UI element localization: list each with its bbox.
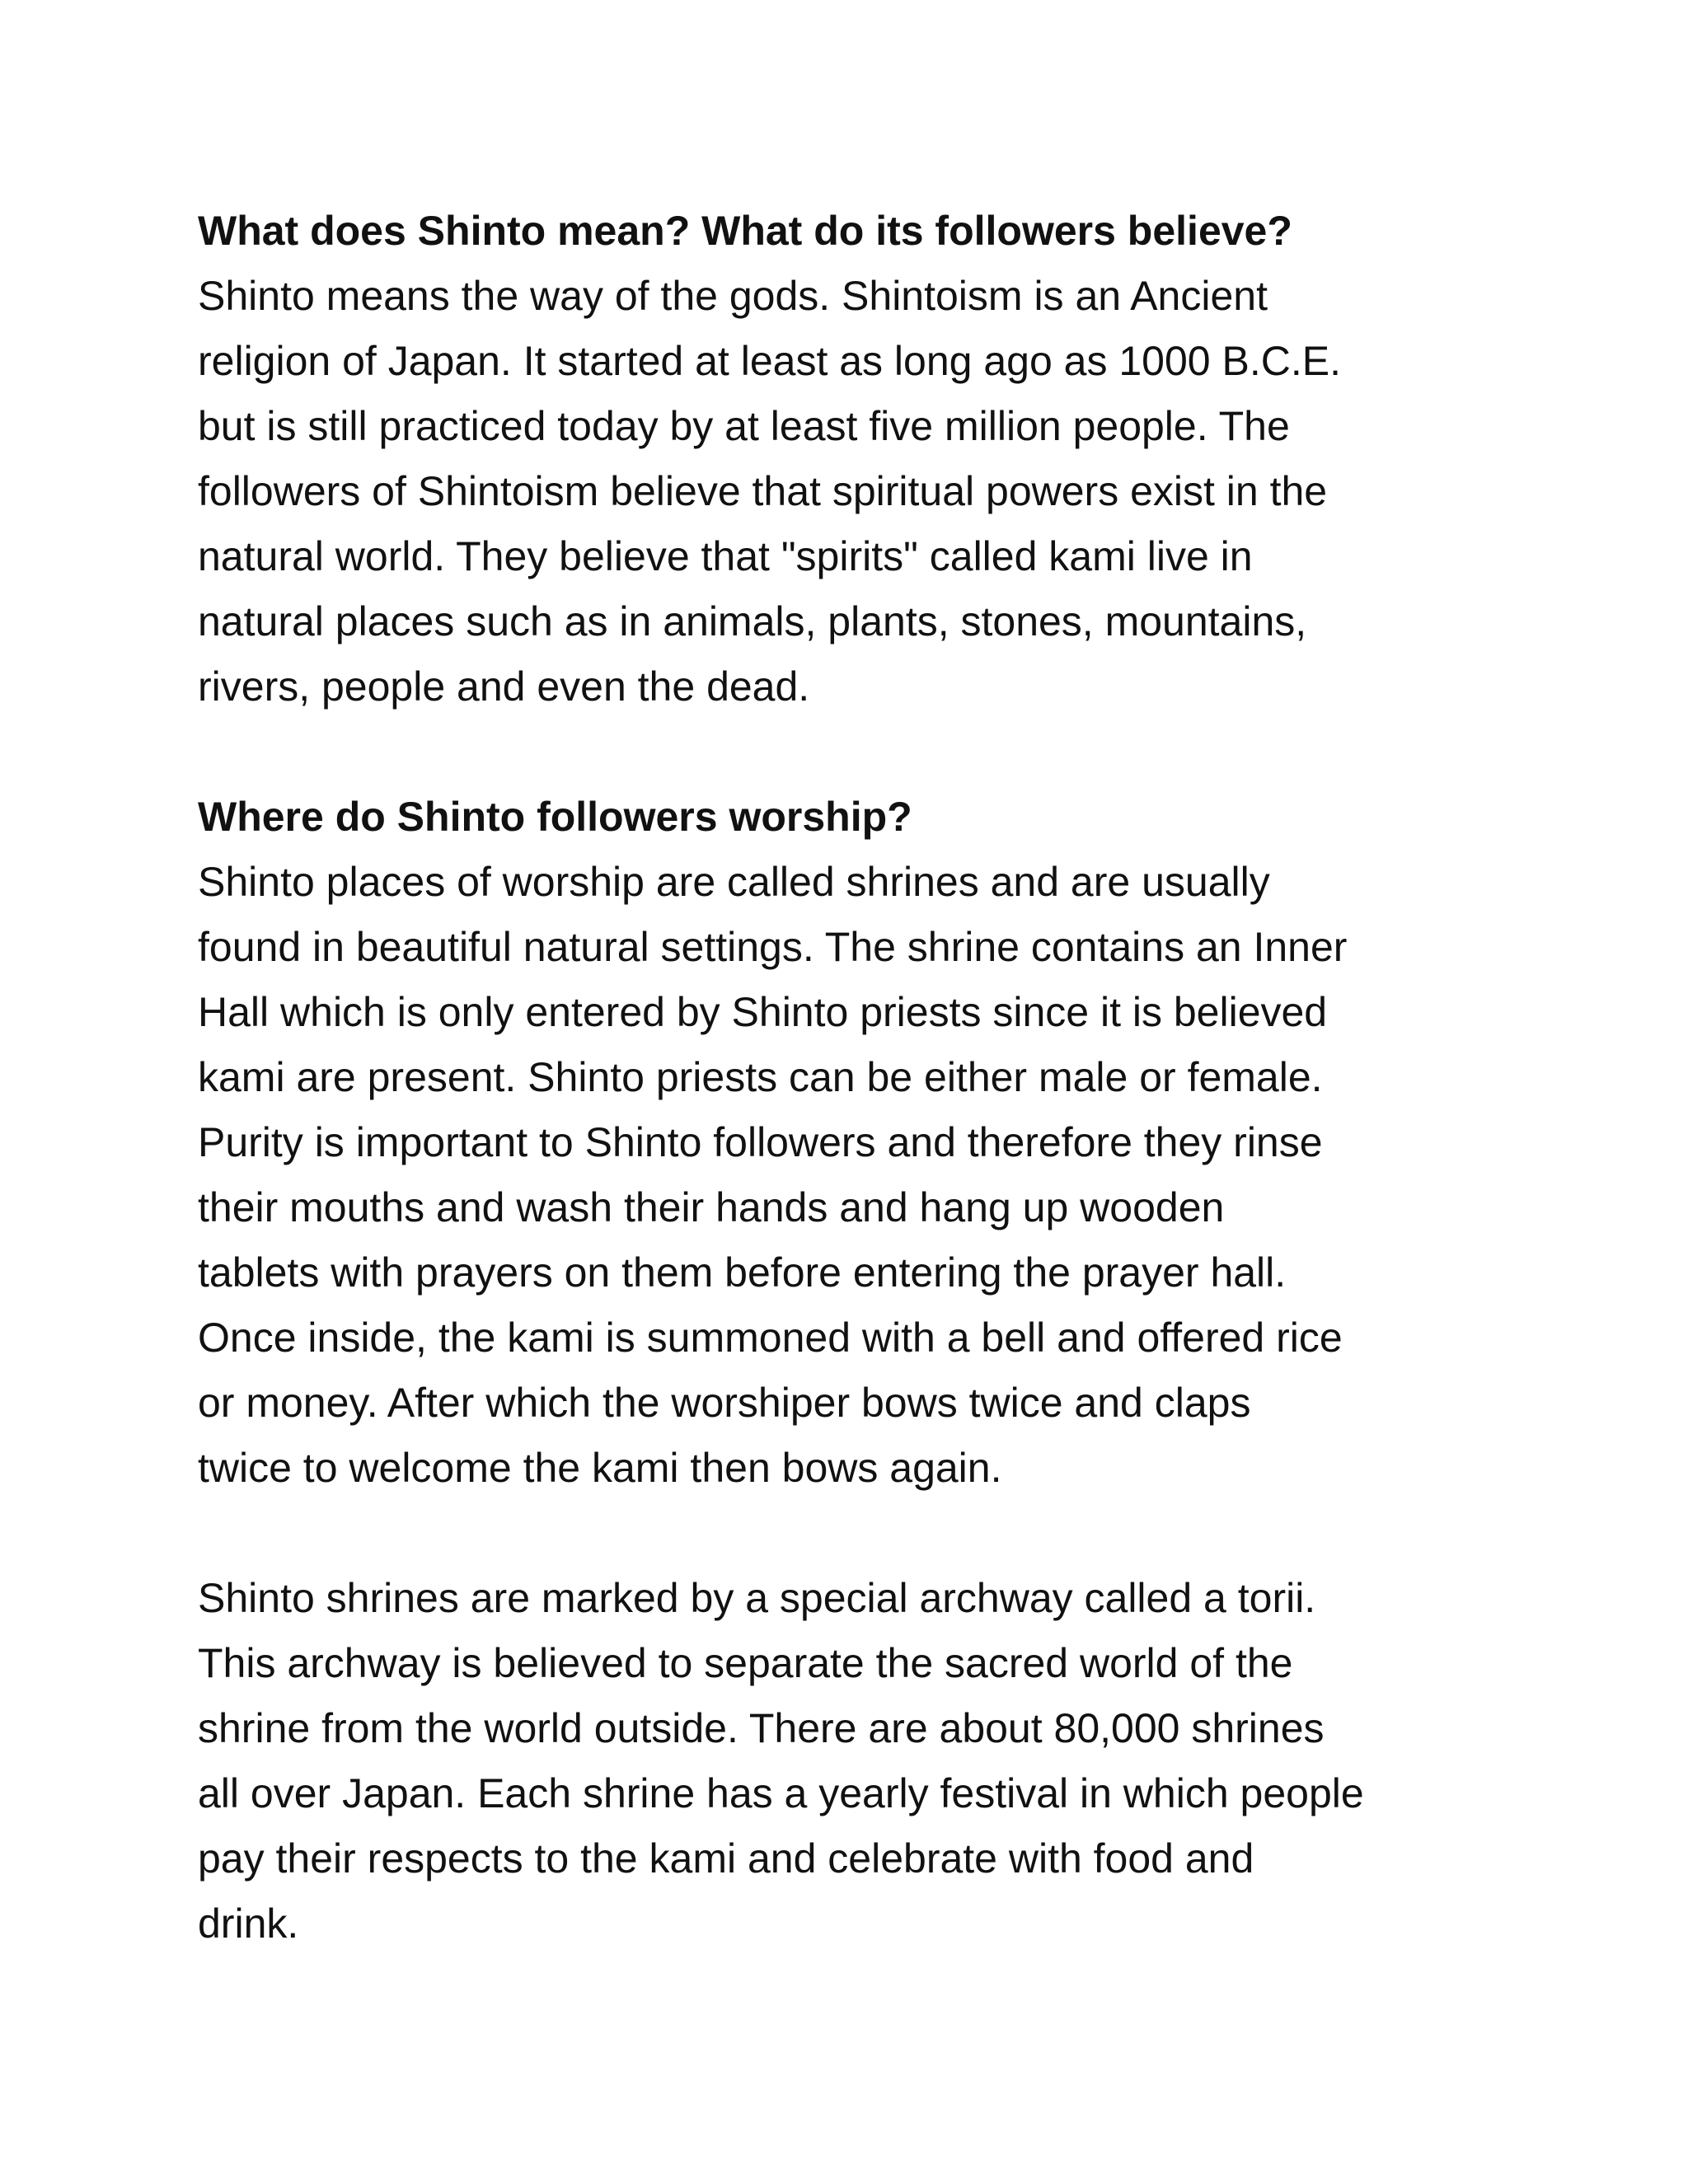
paragraph-line: Shinto shrines are marked by a special archway called a torii. xyxy=(198,1575,1316,1621)
paragraph-line: or money. After which the worshiper bows twice and claps xyxy=(198,1380,1251,1426)
paragraph-line: drink. xyxy=(198,1900,299,1947)
paragraph-line: twice to welcome the kami then bows again. xyxy=(198,1445,1002,1491)
paragraph-line: followers of Shintoism believe that spiritual powers exist in the xyxy=(198,468,1328,514)
paragraph-spacer xyxy=(198,719,1517,785)
paragraph-line: all over Japan. Each shrine has a yearly festival in which people xyxy=(198,1770,1364,1816)
paragraph-line: Hall which is only entered by Shinto priests since it is believed xyxy=(198,989,1328,1035)
paragraph-line: but is still practiced today by at least five million people. The xyxy=(198,403,1290,449)
paragraph-spacer xyxy=(198,1501,1517,1566)
document-body xyxy=(198,199,1517,1957)
paragraph-line: natural places such as in animals, plants, stones, mountains, xyxy=(198,598,1307,644)
paragraph-line: their mouths and wash their hands and hang up wooden xyxy=(198,1184,1225,1230)
paragraph-line: shrine from the world outside. There are about 80,000 shrines xyxy=(198,1705,1325,1751)
paragraph-line: Shinto places of worship are called shrines and are usually xyxy=(198,859,1270,905)
paragraph-line: This archway is believed to separate the sacred world of the xyxy=(198,1640,1293,1686)
section-heading-worship: Where do Shinto followers worship? xyxy=(198,794,912,840)
paragraph-line: Purity is important to Shinto followers and therefore they rinse xyxy=(198,1119,1323,1165)
paragraph-line: religion of Japan. It started at least as long ago as 1000 B.C.E. xyxy=(198,338,1341,384)
paragraph-line: natural world. They believe that "spirits" called kami live in xyxy=(198,533,1253,579)
paragraph-line: Once inside, the kami is summoned with a bell and offered rice xyxy=(198,1315,1343,1361)
paragraph-line: tablets with prayers on them before entering the prayer hall. xyxy=(198,1249,1287,1296)
paragraph-line: rivers, people and even the dead. xyxy=(198,663,810,710)
paragraph-line: kami are present. Shinto priests can be either male or female. xyxy=(198,1054,1323,1100)
paragraph-line: Shinto means the way of the gods. Shintoism is an Ancient xyxy=(198,273,1268,319)
paragraph-line: pay their respects to the kami and celebrate with food and xyxy=(198,1835,1254,1882)
section-heading-meaning: What does Shinto mean? What do its followers believe? xyxy=(198,208,1292,254)
paragraph-line: found in beautiful natural settings. The shrine contains an Inner xyxy=(198,924,1348,970)
